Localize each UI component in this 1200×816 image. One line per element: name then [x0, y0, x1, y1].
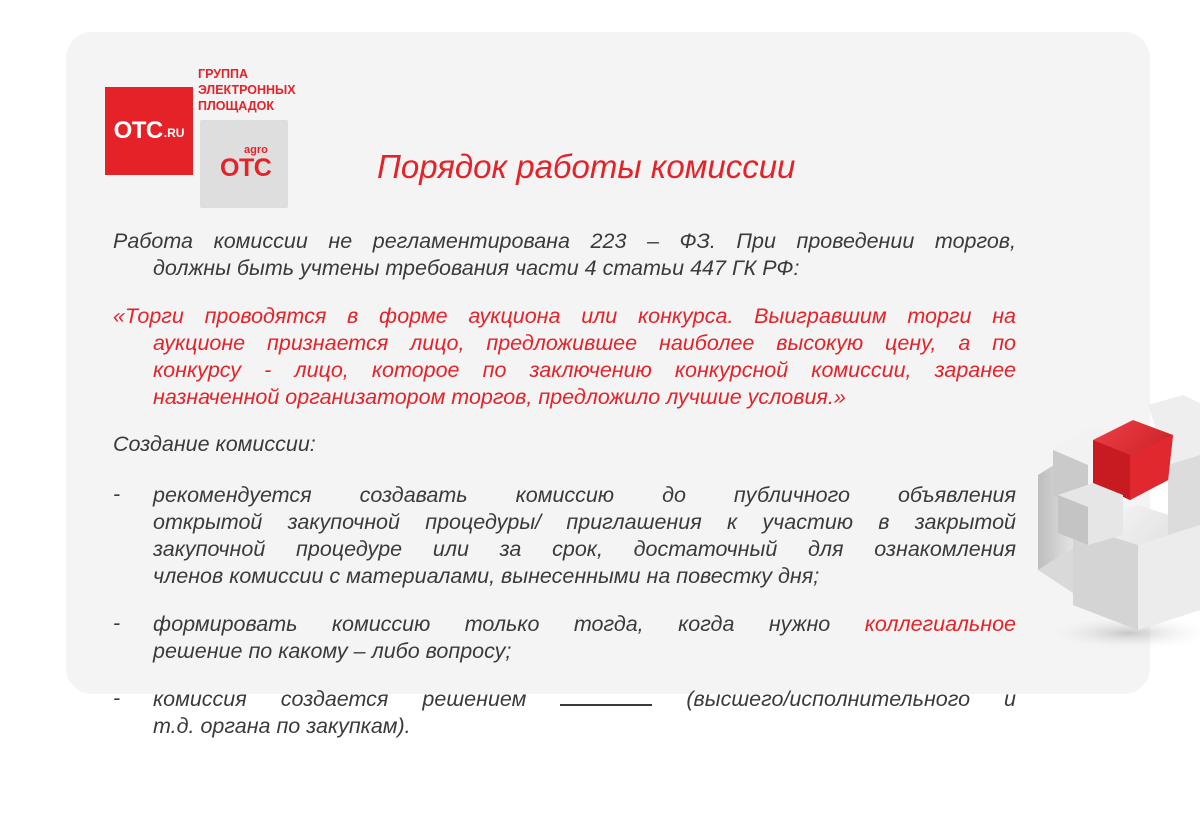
logo-caption-line: ГРУППА [198, 67, 249, 81]
bullet-1-line: открытой закупочной процедуры/ приглашения к участию в закрытой [153, 510, 1016, 534]
intro-line-2: должны быть учтены требования части 4 статьи 447 ГК РФ: [153, 256, 800, 280]
highlight-word: коллегиальное [864, 612, 1016, 636]
bullet-2-line [153, 611, 1016, 638]
bullet-2-line: решение по какому – либо вопросу; [153, 639, 512, 663]
agro-otc-logo [200, 120, 288, 208]
bullet-1-line: закупочной процедуре или за срок, достаточный для ознакомления [153, 537, 1016, 561]
logo-caption [198, 66, 328, 114]
quote-line-3: конкурсу - лицо, которое по заключению конкурсной комиссии, заранее [153, 358, 1016, 382]
logo-domain-text: .RU [163, 126, 185, 140]
bullet-3-line [153, 686, 1016, 713]
bullet-marker: - [113, 686, 121, 710]
bullet-3-text [153, 686, 1016, 740]
quote-line-2: аукционе признается лицо, предложившее наиболее высокую цену, а по [153, 331, 1016, 355]
quote-line-1: «Торги проводятся в форме аукциона или конкурса. Выигравшим торги на [113, 304, 1016, 328]
bullet-1-line: членов комиссии с материалами, вынесенными на повестку дня; [153, 564, 820, 588]
agro-main-text: OTC [220, 154, 272, 182]
logo-main-text: OTC [113, 117, 163, 144]
bullet-1-line: рекомендуется создавать комиссию до публичного объявления [153, 483, 1016, 507]
bullet-3-line: т.д. органа по закупкам). [153, 714, 411, 738]
logo-caption-line: ПЛОЩАДОК [198, 99, 274, 113]
intro-line-1: Работа комиссии не регламентирована 223 – ФЗ. При проведении торгов, [113, 229, 1016, 253]
blank-underline [560, 686, 652, 706]
quote-line-4: назначенной организатором торгов, предложило лучшие условия.» [153, 385, 846, 409]
agro-small-text: agro [244, 144, 268, 156]
section-heading: Создание комиссии: [113, 432, 316, 456]
logo-caption-line: ЭЛЕКТРОННЫХ [198, 83, 296, 97]
bullet-2-text [153, 611, 1016, 665]
bullet-3-line-end: (высшего/исполнительного и [686, 687, 1016, 711]
otc-logo [105, 87, 193, 175]
bullet-marker: - [113, 482, 121, 506]
bullet-marker: - [113, 611, 121, 635]
decorative-cube-graphic [1018, 395, 1200, 655]
page-title: Порядок работы комиссии [377, 148, 796, 185]
bullet-1-text [153, 482, 1016, 590]
bullet-3-line-start: комиссия создается решением [153, 687, 527, 711]
bullet-2-line-start: формировать комиссию только тогда, когда нужно [153, 612, 831, 636]
